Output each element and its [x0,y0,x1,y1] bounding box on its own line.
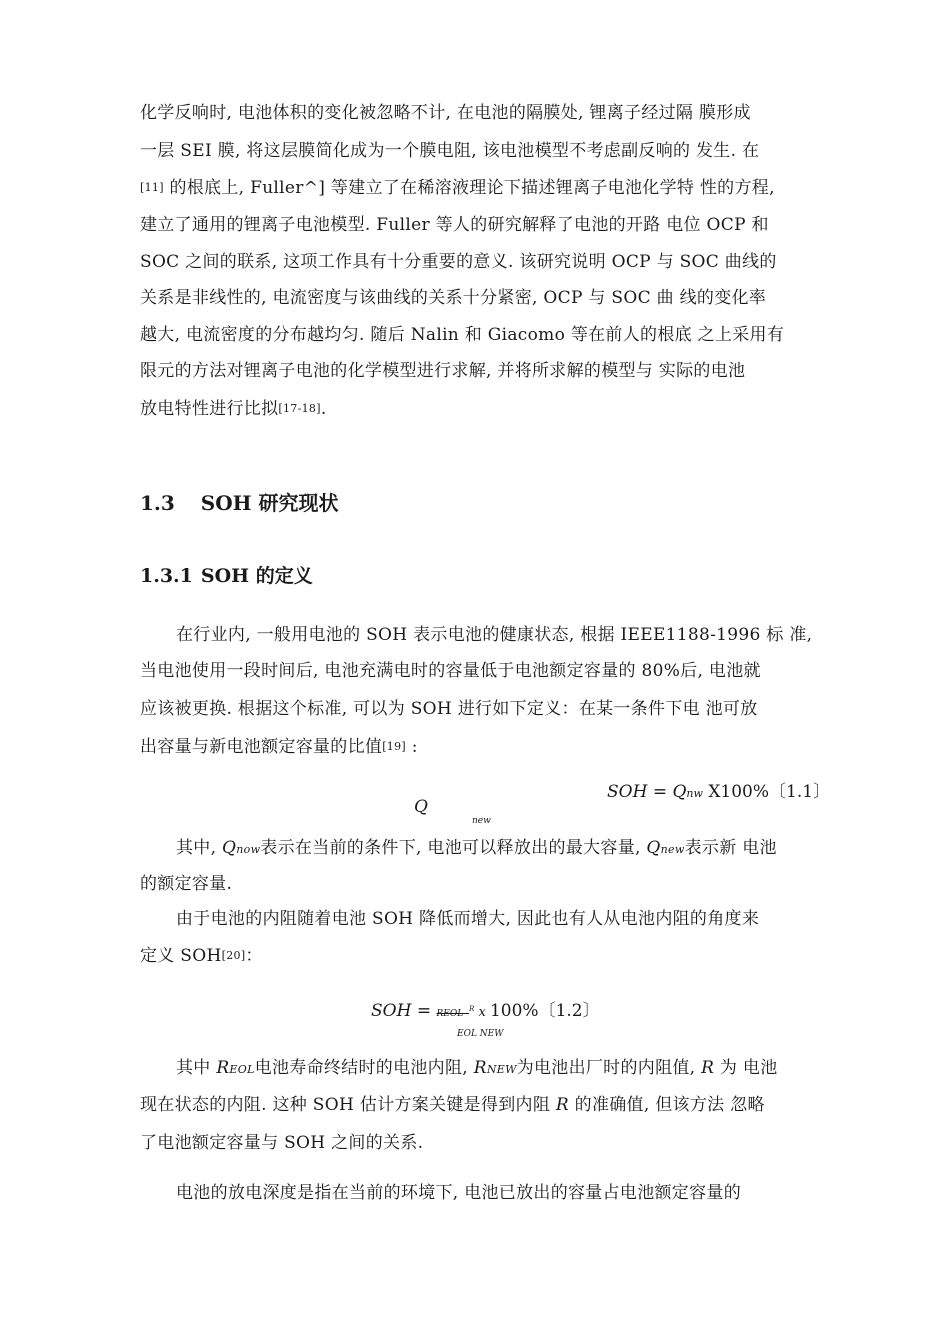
subsection-heading [140,561,313,588]
eq-q-subscript: nw [686,787,703,800]
paragraph-line: 当电池使用一段时间后, 电池充满电时的容量低于电池额定容量的 80%后, 电池就 [140,661,761,681]
symbol-r: R [216,1058,230,1078]
eq-lhs: SOH [371,1001,412,1021]
text: 其中 [176,1058,217,1078]
paragraph-line: 建立了通用的锂离子电池模型. Fuller 等人的研究解释了电池的开路 电位 OCP 和 [140,215,769,235]
eq-sign: = [647,782,673,802]
eq-numerator: REOL - [436,1009,470,1019]
citation: [19] [382,740,406,753]
text: 为电池出厂时的内阻值, [516,1058,702,1078]
paragraph-line: 电池的放电深度是指在当前的环境下, 电池已放出的容量占电池额定容量的 [176,1183,742,1203]
symbol-r: R [555,1095,569,1115]
paragraph-line [140,397,825,421]
text: . [320,399,327,419]
subsection-title: SOH 的定义 [200,565,313,587]
eq-rest: X100%〔1.1〕 [702,782,831,802]
paragraph-line [140,735,825,759]
paragraph-line: 越大, 电流密度的分布越均匀. 随后 Nalin 和 Giacomo 等在前人的根底 之上采用有 [140,325,785,345]
symbol-q: Q [222,838,237,858]
paragraph-line: 在行业内, 一般用电池的 SOH 表示电池的健康状态, 根据 IEEE1188-1996 标 准, [176,625,813,645]
paragraph-line: 由于电池的内阻随着电池 SOH 降低而增大, 因此也有人从电池内阻的角度来 [176,909,760,929]
symbol-subscript: EOL [229,1063,255,1076]
eq-denominator-subscript: new [472,816,491,826]
eq-sign: = [411,1001,437,1021]
symbol-r: R [473,1058,487,1078]
citation: [20] [221,949,246,962]
text: 定义 SOH [140,946,222,966]
eq-rest: 100%〔1.2〕 [489,1001,600,1021]
text: 为 电池 [714,1058,778,1078]
paragraph-line: 的额定容量. [140,874,233,894]
eq-q: Q [672,782,687,802]
citation: [11] [140,181,164,194]
text: 出容量与新电池额定容量的比值 [140,737,383,757]
paragraph-line [140,176,825,200]
paragraph-line: 一层 SEI 膜, 将这层膜简化成为一个膜电阻, 该电池模型不考虑副反响的 发生. 在 [140,141,760,161]
text: 表示新 电池 [684,838,777,858]
text: : [405,737,418,757]
paragraph-line: SOC 之间的联系, 这项工作具有十分重要的意义. 该研究说明 OCP 与 SOC 曲线的 [140,252,777,272]
section-title: SOH 研究现状 [200,491,339,515]
paragraph-line: 限元的方法对锂离子电池的化学模型进行求解, 并将所求解的模型与 实际的电池 [140,361,746,381]
text: 其中, [176,838,223,858]
eq-lhs: SOH [607,782,648,802]
text: 的准确值, 但该方法 忽略 [568,1095,765,1115]
section-heading [140,487,339,516]
section-number: 1.3 [140,491,175,515]
paragraph-line: 应该被更换. 根据这个标准, 可以为 SOH 进行如下定义：在某一条件下电 池可放 [140,699,758,719]
text: 电池寿命终结时的电池内阻, [254,1058,474,1078]
text: 放电特性进行比拟 [140,399,279,419]
subsection-number: 1.3.1 [140,565,193,587]
eq-denominator: Q [414,797,428,817]
paragraph-line [176,1056,825,1082]
paragraph-line [140,944,825,968]
paragraph-line: 了电池额定容量与 SOH 之间的关系. [140,1133,424,1153]
paragraph-line: 关系是非线性的, 电流密度与该曲线的关系十分紧密, OCP 与 SOC 曲 线的变化率 [140,288,767,308]
text: 的根底上, Fuller^] 等建立了在稀溶液理论下描述锂离子电池化学特 性的方程, [163,178,775,198]
symbol-subscript: NEW [486,1063,517,1076]
text: 现在状态的内阻. 这种 SOH 估计方案关键是得到内阻 [140,1095,556,1115]
eq-numerator-sup: R [469,1005,475,1013]
paragraph-line [176,836,825,862]
paragraph-line: 化学反响时, 电池体积的变化被忽略不计, 在电池的隔膜处, 锂离子经过隔 膜形成 [140,103,751,123]
equation-1-1 [607,777,830,802]
eq-denominator: EOL NEW [457,1029,504,1039]
symbol-subscript: now [236,843,261,856]
citation: [17-18] [278,402,321,415]
symbol-subscript: new [660,843,685,856]
equation-1-2 [371,996,600,1021]
eq-times: x [474,1005,490,1020]
symbol-r: R [701,1058,715,1078]
text: ： [245,946,263,966]
symbol-q: Q [646,838,661,858]
text: 表示在当前的条件下, 电池可以释放出的最大容量, [260,838,647,858]
paragraph-line [140,1093,825,1117]
